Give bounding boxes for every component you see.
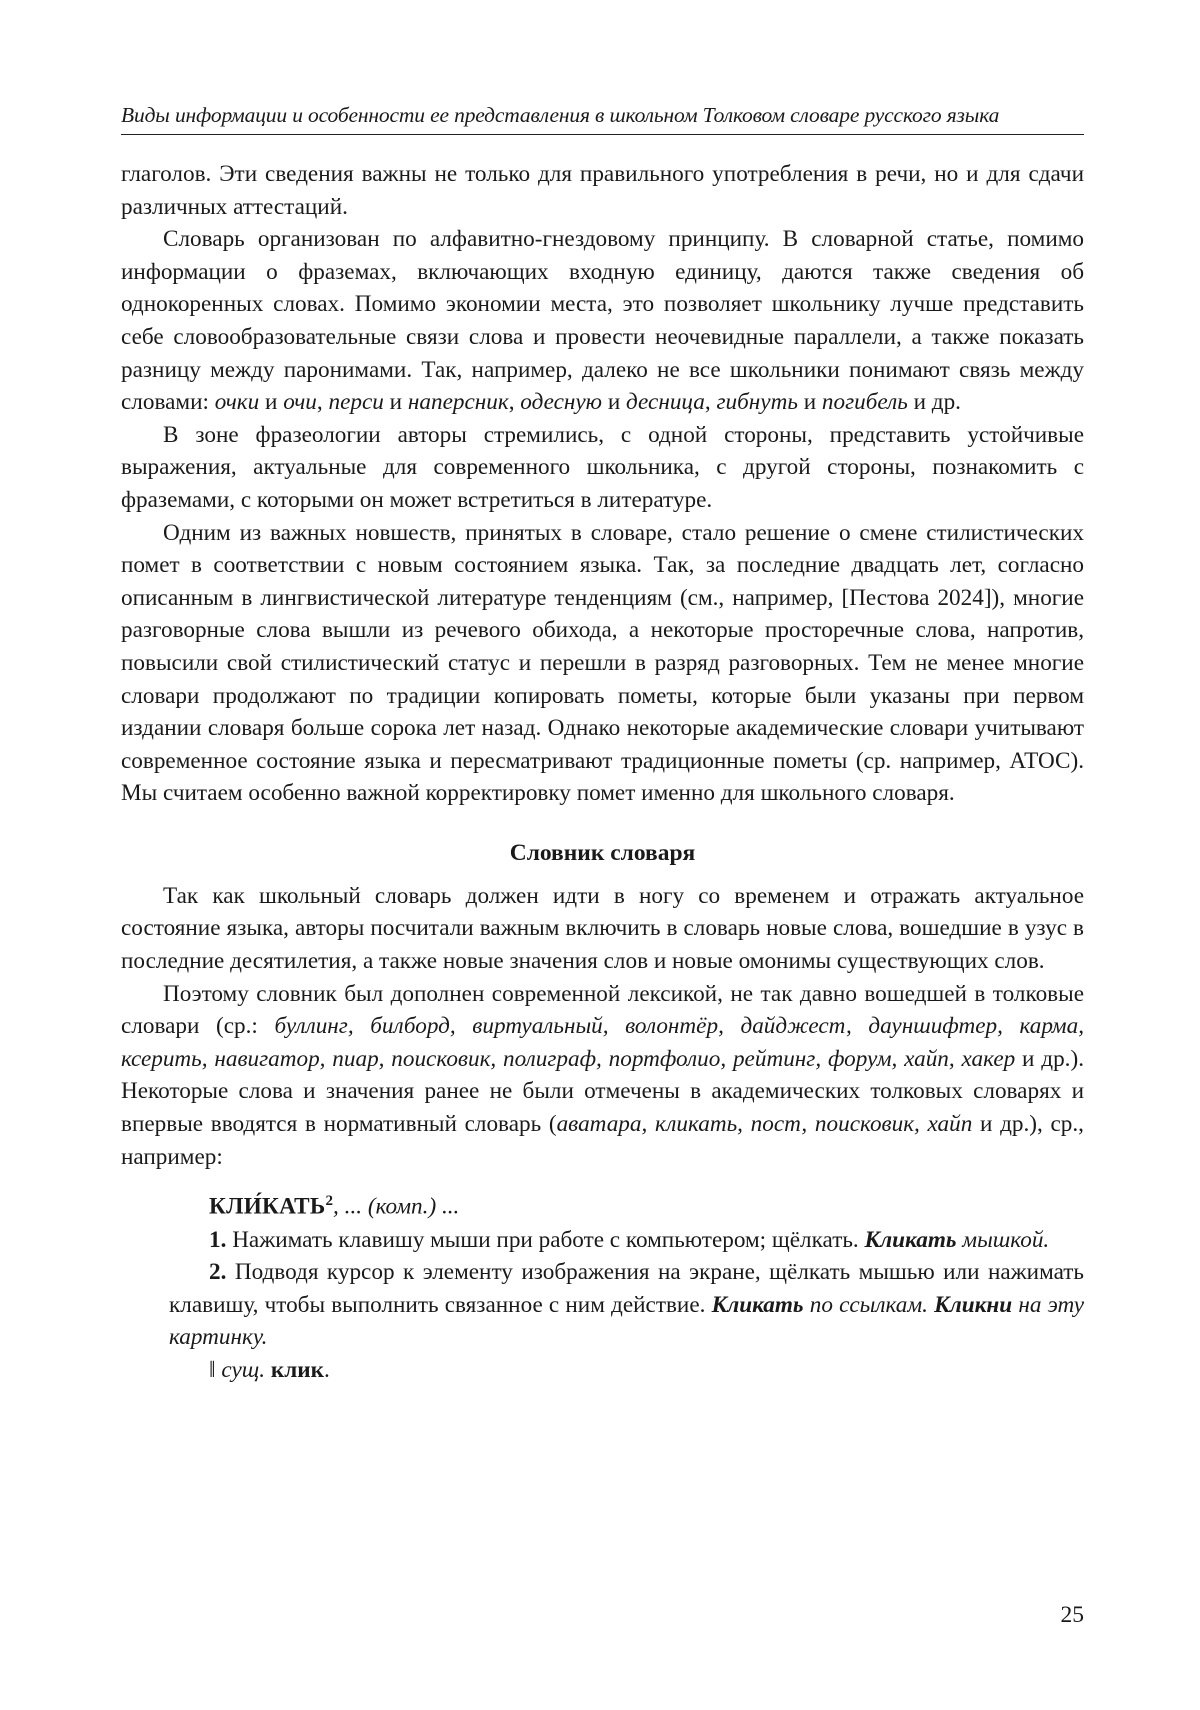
entry-derivative [169, 1354, 1084, 1387]
entry-sense-2 [169, 1256, 1084, 1354]
paragraph-5: Так как школьный словарь должен идти в ногу со временем и отражать актуальное состояние языка, авторы посчитали важным включить в словарь новые слова, вошедшие в узус в последние десятилетия, а также новые значения слов и новые омонимы существующих слов. [121, 882, 1084, 975]
paragraph-3: В зоне фразеологии авторы стремились, с одной стороны, представить устойчивые выражения, актуальные для современного школьника, с другой стороны, познакомить с фраземами, с которыми он может встретиться в литературе. [121, 421, 1084, 513]
example-word: перси [328, 389, 384, 416]
paragraph-2-end: и др. [907, 389, 961, 416]
example-word: погибель [821, 389, 908, 416]
paragraph-2-text: Словарь организован по алфавитно-гнездовому принципу. В словарной статье, помимо информации о фраземах, включающих входную единицу, даются также сведения об однокоренных словах. Помимо экономии места, это позволяет школьнику лучше представить себе словообразовательные связи слова и провести неочевидные параллели, а также показать разницу между паронимами. Так, например, далеко не все школьники понимают связь между словами: [121, 226, 1084, 416]
sense-number: 1. [209, 1226, 227, 1253]
entry-ellipsis: ) ... [428, 1193, 460, 1220]
paragraph-4: Одним из важных новшеств, принятых в словаре, стало решение о смене стилистических помет в соответствии с новым состоянием языка. Так, за последние двадцать лет, согласно описанным в лингвистической литературе тенденциям (см., например, [Пестова 2024]), многие разговорные слова вышли из речевого обихода, а некоторые просторечные слова, напротив, повысили свой стилистический статус и перешли в разряд разговорных. Тем не менее многие словари продолжают по традиции копировать пометы, которые были указаны при первом издании словаря больше сорока лет назад. Однако некоторые академические словари учитывают современное состояние языка и пересматривают традиционные пометы (ср. например, АТОС). Мы считаем особенно важной корректировку помет именно для школьного словаря. [121, 519, 1084, 807]
paragraph-1: глаголов. Эти сведения важны не только для правильного употребления в речи, но и для сдачи различных аттестаций. [121, 161, 1084, 220]
page-number: 25 [1060, 1602, 1084, 1628]
example-word: наперсник [407, 389, 509, 416]
comma: , [316, 389, 329, 416]
sense-definition: Подводя курсор к элементу изображения на экране, щёлкать мышью или нажимать клавишу, чтобы выполнить связанное с ним действие. [169, 1259, 1084, 1318]
derivative-marker: ‖ [209, 1356, 222, 1383]
conjunction: и [383, 389, 408, 416]
example-word: гибнуть [716, 389, 798, 416]
usage-example: на эту картинку [169, 1291, 1085, 1351]
paragraph-6-text: Поэтому словник был дополнен современной лексикой, не так давно вошедшей в толковые словари (ср.: [121, 980, 1084, 1040]
example-word: одесную [520, 389, 603, 416]
usage-label: комп. [375, 1193, 429, 1220]
example-word-list: буллинг, билборд, виртуальный, волонтёр, дайджест, дауншифтер, карма, ксерить, навигатор, пиар, поисковик, полиграф, портфолио, рейтинг, форум, хайп, хакер [121, 1013, 1084, 1072]
example-word: очки [214, 389, 260, 416]
main-text [121, 158, 1084, 1387]
paragraph-6-text: и др.). Некоторые слова и значения ранее не были отмечены в академических толковых словарях и впервые вводятся в нормативный словарь ( [121, 1045, 1084, 1138]
period: . [922, 1291, 935, 1318]
entry-headword: КЛИ́КАТЬ [209, 1193, 326, 1220]
paragraph-6-end: и др.), ср., например: [121, 1111, 1084, 1170]
example-word-list: аватара, кликать, пост, поисковик, хайп [556, 1111, 973, 1138]
period: . [261, 1324, 268, 1351]
comma: , [508, 389, 521, 416]
derivative-label: сущ. [221, 1356, 266, 1383]
entry-senses [169, 1224, 1084, 1387]
homonym-index: 2 [325, 1193, 334, 1210]
paragraph-2 [121, 223, 1084, 419]
comma: , [704, 389, 717, 416]
example-headword: Кликать [864, 1226, 957, 1253]
entry-head [209, 1185, 1084, 1223]
example-headword: Кликать [711, 1291, 804, 1318]
usage-example: мышкой [956, 1226, 1044, 1253]
usage-example: по ссылкам [803, 1291, 923, 1318]
conjunction: и [797, 389, 822, 416]
dictionary-entry [121, 1185, 1084, 1386]
sense-definition: Нажимать клавишу мыши при работе с компьютером; щёлкать. [226, 1226, 865, 1253]
example-headword: Кликни [934, 1291, 1013, 1318]
example-word: десница [626, 389, 705, 416]
header-rule [121, 134, 1084, 135]
section-heading: Словник словаря [509, 839, 696, 866]
conjunction: и [259, 389, 284, 416]
period: . [1043, 1226, 1050, 1253]
conjunction: и [602, 389, 627, 416]
paragraph-6 [121, 978, 1084, 1174]
entry-ellipsis: , ... ( [333, 1193, 376, 1220]
period: . [323, 1356, 330, 1383]
entry-sense-1 [169, 1224, 1084, 1257]
derivative-word: клик [270, 1356, 324, 1383]
running-header: Виды информации и особенности ее представления в школьном Толковом словаре русского языка [121, 103, 1000, 127]
sense-number: 2. [209, 1259, 227, 1286]
example-word: очи [283, 389, 317, 416]
